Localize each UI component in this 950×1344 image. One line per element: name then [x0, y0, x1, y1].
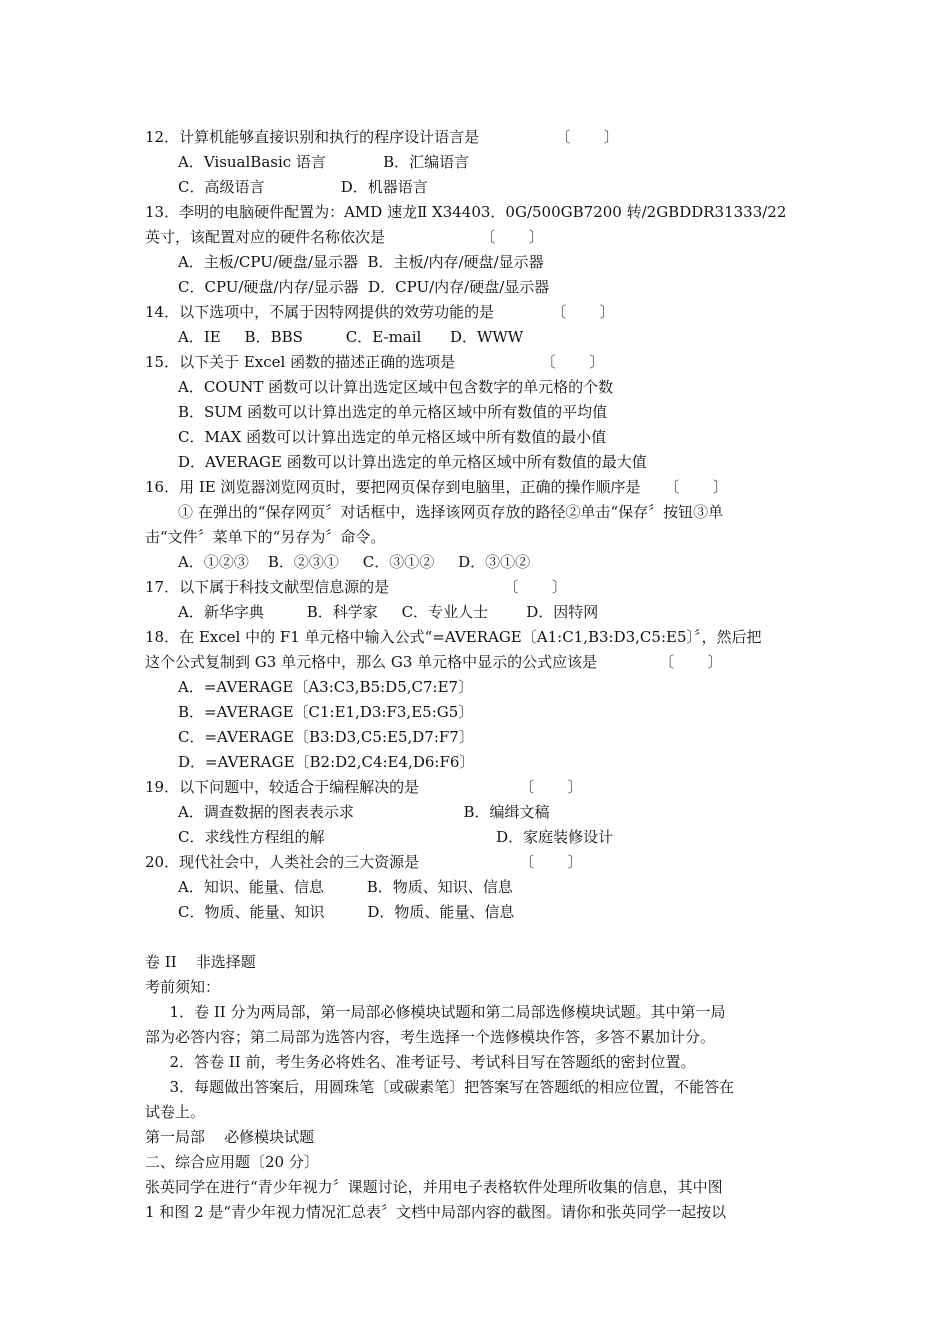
text-line: C．物质、能量、知识 D．物质、能量、信息 — [178, 903, 515, 921]
text-line: 14．以下选项中，不属于因特网提供的效劳功能的是 〔 〕 — [145, 303, 615, 321]
text-line: A．主板/CPU/硬盘/显示器 B．主板/内存/硬盘/显示器 — [178, 253, 544, 271]
text-line: B．SUM 函数可以计算出选定的单元格区域中所有数值的平均值 — [178, 403, 608, 421]
text-line: A．新华字典 B．科学家 C．专业人士 D．因特网 — [178, 603, 599, 621]
text-line: 二、综合应用题〔20 分〕 — [145, 1153, 319, 1171]
text-line: 英寸，该配置对应的硬件名称依次是 〔 〕 — [145, 228, 544, 246]
text-line: A．调查数据的图表表示求 B．编缉文稿 — [178, 803, 550, 821]
text-line: 部为必答内容；第二局部为选答内容，考生选择一个选修模块作答，多答不累加计分。 — [145, 1028, 716, 1046]
text-line: 12．计算机能够直接识别和执行的程序设计语言是 〔 〕 — [145, 128, 619, 146]
text-line: 1 和图 2 是“青少年视力情况汇总表〞文档中局部内容的截图。请你和张英同学一起按以 — [145, 1203, 727, 1221]
text-line: 卷 II 非选择题 — [145, 953, 256, 971]
text-line: 击“文件〞菜单下的“另存为〞命令。 — [145, 528, 386, 546]
text-line: C．CPU/硬盘/内存/显示器 D．CPU/内存/硬盘/显示器 — [178, 278, 550, 296]
text-line: 19．以下问题中，较适合于编程解决的是 〔 〕 — [145, 778, 583, 796]
text-line: 3．每题做出答案后，用圆珠笔〔或碳素笔〕把答案写在答题纸的相应位置，不能答在 — [160, 1078, 735, 1096]
text-line: A．=AVERAGE〔A3:C3,B5:D5,C7:E7〕 — [178, 678, 474, 696]
text-line: 这个公式复制到 G3 单元格中，那么 G3 单元格中显示的公式应该是 〔 〕 — [145, 653, 723, 671]
text-line: 第一局部 必修模块试题 — [145, 1128, 315, 1146]
text-line: A．VisualBasic 语言 B．汇编语言 — [178, 153, 470, 171]
text-line: D．AVERAGE 函数可以计算出选定的单元格区域中所有数值的最大值 — [178, 453, 647, 471]
text-line: A．COUNT 函数可以计算出选定区域中包含数字的单元格的个数 — [178, 378, 614, 396]
text-line: 考前须知： — [145, 978, 221, 996]
text-line: A．IE B．BBS C．E-mail D．WWW — [178, 328, 524, 346]
text-line: 试卷上。 — [145, 1103, 206, 1121]
text-line: 15．以下关于 Excel 函数的描述正确的选项是 〔 〕 — [145, 353, 605, 371]
text-line: 13．李明的电脑硬件配置为：AMD 速龙Ⅱ X34403．0G/500GB7200 转/2GBDDR31333/22 — [145, 203, 787, 221]
text-line: A．知识、能量、信息 B．物质、知识、信息 — [178, 878, 513, 896]
text-line: 17．以下属于科技文献型信息源的是 〔 〕 — [145, 578, 567, 596]
text-line: C．高级语言 D．机器语言 — [178, 178, 428, 196]
text-line: C．MAX 函数可以计算出选定的单元格区域中所有数值的最小值 — [178, 428, 607, 446]
text-line: A．①②③ B．②③① C．③①② D．③①② — [178, 553, 531, 571]
text-line: C．求线性方程组的解 D．家庭装修设计 — [178, 828, 614, 846]
text-line: 18．在 Excel 中的 F1 单元格中输入公式“=AVERAGE〔A1:C1,B3:D3,C5:E5〕〞，然后把 — [145, 628, 762, 646]
text-line: 20．现代社会中，人类社会的三大资源是 〔 〕 — [145, 853, 583, 871]
text-line: 1．卷 II 分为两局部，第一局部必修模块试题和第二局部选修模块试题。其中第一局 — [160, 1003, 726, 1021]
text-line: 2．答卷 II 前，考生务必将姓名、准考证号、考试科目写在答题纸的密封位置。 — [160, 1053, 696, 1071]
text-line: D．=AVERAGE〔B2:D2,C4:E4,D6:F6〕 — [178, 753, 475, 771]
text-line: C．=AVERAGE〔B3:D3,C5:E5,D7:F7〕 — [178, 728, 474, 746]
text-line: ① 在弹出的“保存网页〞对话框中，选择该网页存放的路径②单击“保存〞按钮③单 — [178, 503, 724, 521]
text-line: 16．用 IE 浏览器浏览网页时，要把网页保存到电脑里，正确的操作顺序是 〔 〕 — [145, 478, 728, 496]
text-line: B．=AVERAGE〔C1:E1,D3:F3,E5:G5〕 — [178, 703, 474, 721]
text-line: 张英同学在进行“青少年视力〞课题讨论，并用电子表格软件处理所收集的信息，其中图 — [145, 1178, 723, 1196]
